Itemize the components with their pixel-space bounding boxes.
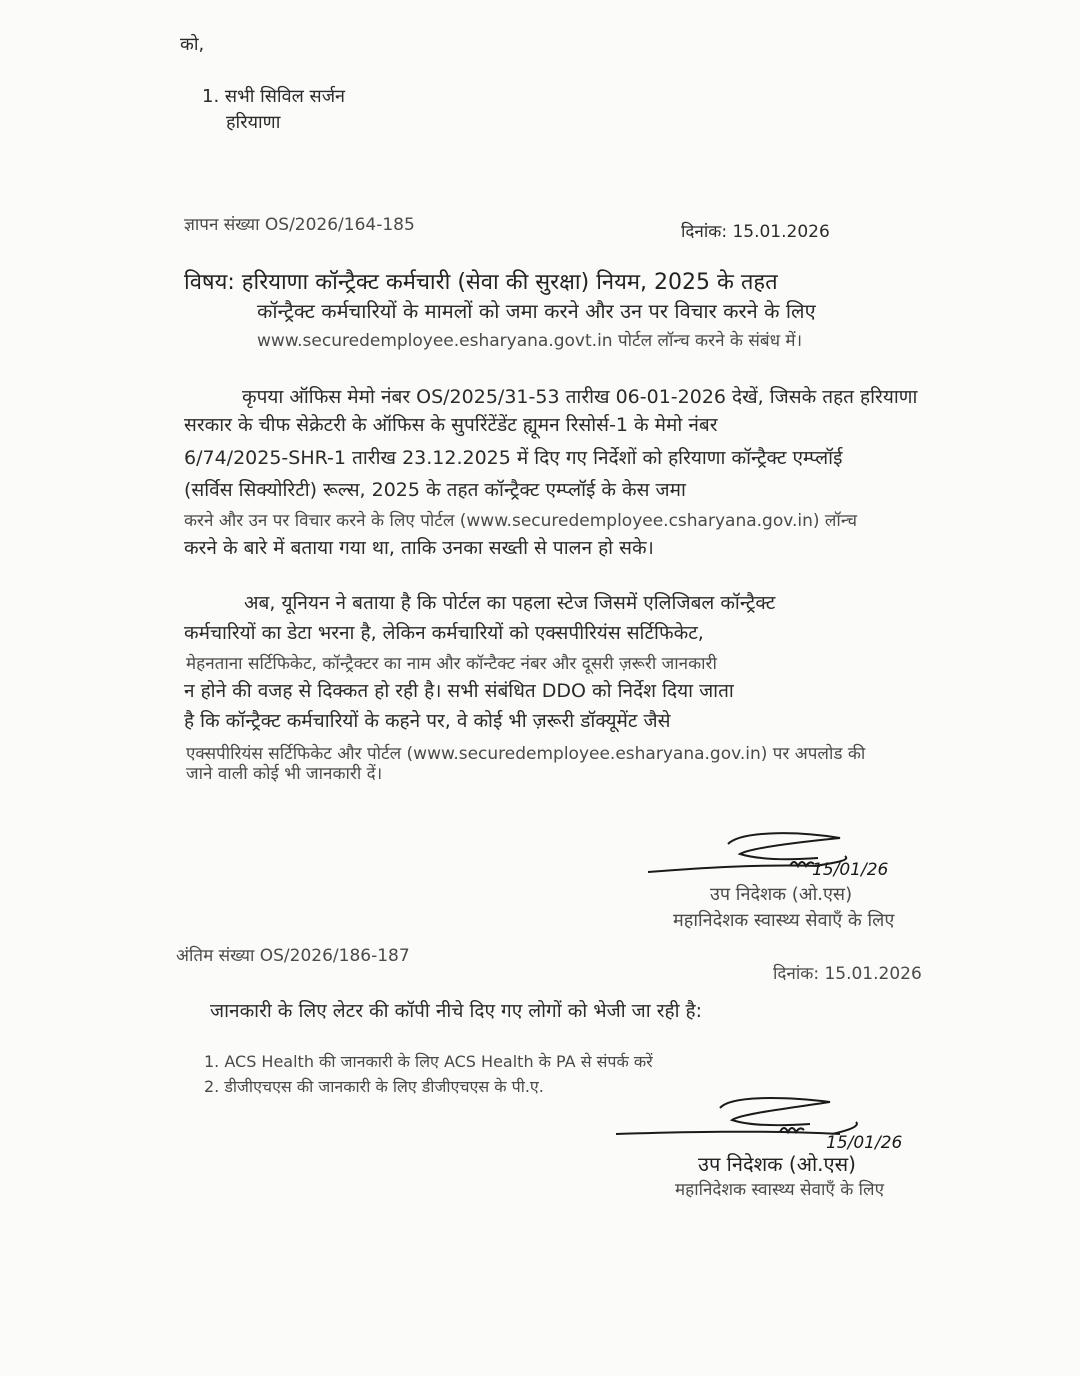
para2-line: अब, यूनियन ने बताया है कि पोर्टल का पहला स्टेज जिसमें एलिजिबल कॉन्ट्रैक्ट — [244, 592, 776, 614]
para2-line: मेहनताना सर्टिफिकेट, कॉन्ट्रैक्टर का नाम और कॉन्टैक्ट नंबर और दूसरी ज़रूरी जानकारी — [186, 654, 717, 674]
para2-line: कर्मचारियों का डेटा भरना है, लेकिन कर्मचारियों को एक्सपीरियंस सर्टिफिकेट, — [184, 622, 704, 644]
para2-line: न होने की वजह से दिक्कत हो रही है। सभी संबंधित DDO को निर्देश दिया जाता — [184, 680, 734, 702]
memo-date: दिनांक: 15.01.2026 — [681, 222, 830, 242]
signature-1-date-mark: 15/01/26 — [812, 860, 889, 880]
signature-1 — [640, 826, 920, 892]
para1-line: 6/74/2025-SHR-1 तारीख 23.12.2025 में दिए गए निर्देशों को हरियाणा कॉन्ट्रैक्ट एम्प्लॉई — [184, 447, 843, 469]
subject-line-3: www.securedemployee.esharyana.govt.in पोर्टल लॉन्च करने के संबंध में। — [257, 331, 803, 351]
signature-2-date-mark: 15/01/26 — [826, 1133, 903, 1153]
endorsement-number: अंतिम संख्या OS/2026/186-187 — [176, 946, 410, 966]
signature-2-designation: उप निदेशक (ओ.एस) — [698, 1152, 856, 1176]
signature-1-office: महानिदेशक स्वास्थ्य सेवाएँ के लिए — [673, 910, 895, 931]
subject-line-2: कॉन्ट्रैक्ट कर्मचारियों के मामलों को जमा करने और उन पर विचार करने के लिए — [257, 299, 816, 323]
recipient: 1. सभी सिविल सर्जन — [202, 86, 346, 107]
para1-line: (सर्विस सिक्योरिटी) रूल्स, 2025 के तहत कॉन्ट्रैक्ट एम्प्लॉई के केस जमा — [184, 479, 686, 501]
para2-line: है कि कॉन्ट्रैक्ट कर्मचारियों के कहने पर, वे कोई भी ज़रूरी डॉक्यूमेंट जैसे — [184, 710, 671, 732]
copy-list-item: 2. डीजीएचएस की जानकारी के लिए डीजीएचएस के पी.ए. — [204, 1077, 544, 1096]
para1-line: कृपया ऑफिस मेमो नंबर OS/2025/31-53 तारीख 06-01-2026 देखें, जिसके तहत हरियाणा — [242, 386, 918, 408]
endorsement-date: दिनांक: 15.01.2026 — [773, 964, 922, 984]
to-label: को, — [180, 34, 205, 55]
para1-line: सरकार के चीफ सेक्रेटरी के ऑफिस के सुपरिंटेंडेंट ह्यूमन रिसोर्स-1 के मेमो नंबर — [184, 414, 718, 436]
para1-line: करने के बारे में बताया गया था, ताकि उनका सख्ती से पालन हो सके। — [184, 537, 654, 559]
copy-list-item: 1. ACS Health की जानकारी के लिए ACS Health के PA से संपर्क करें — [204, 1052, 653, 1071]
recipient-state: हरियाणा — [226, 112, 281, 133]
para2-line: जाने वाली कोई भी जानकारी दें। — [186, 764, 383, 784]
signature-2-office: महानिदेशक स्वास्थ्य सेवाएँ के लिए — [675, 1180, 884, 1200]
subject-line-1: विषय: हरियाणा कॉन्ट्रैक्ट कर्मचारी (सेवा की सुरक्षा) नियम, 2025 के तहत — [184, 270, 778, 295]
endorsement-intro: जानकारी के लिए लेटर की कॉपी नीचे दिए गए लोगों को भेजी जा रही है: — [210, 1000, 703, 1022]
para1-line: करने और उन पर विचार करने के लिए पोर्टल (www.securedemployee.csharyana.gov.in) लॉन्च — [184, 511, 858, 531]
signature-1-designation: उप निदेशक (ओ.एस) — [710, 884, 853, 905]
memo-number: ज्ञापन संख्या OS/2026/164-185 — [184, 215, 415, 235]
para2-line: एक्सपीरियंस सर्टिफिकेट और पोर्टल (www.securedemployee.esharyana.gov.in) पर अपलोड की — [186, 744, 866, 764]
